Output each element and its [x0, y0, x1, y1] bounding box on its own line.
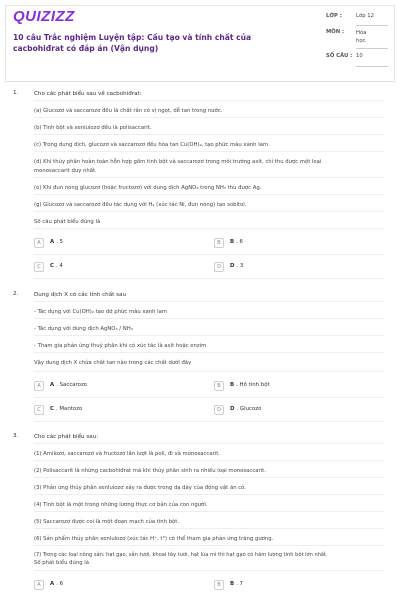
divider	[34, 151, 384, 152]
statement: monosaccarit duy nhất.	[34, 168, 97, 174]
option-text: Hồ tinh bột	[239, 382, 270, 388]
divider	[34, 352, 384, 353]
divider	[34, 545, 384, 546]
statement: (6) Sản phẩm thủy phân xenlulozơ (xúc tác H⁺, t°) có thể tham gia phản ứng tráng gương.	[34, 536, 274, 542]
option-text: 6	[239, 239, 243, 245]
divider	[34, 100, 384, 101]
page-title: 10 câu Trắc nghiệm Luyện tập: Cấu tạo và tính chất của cacbohiđrat có đáp án (Vận dụng)	[13, 33, 252, 53]
divider	[34, 194, 384, 195]
divider	[34, 570, 384, 571]
prompt: Số câu phát biểu đúng là	[34, 219, 101, 225]
option-text: 3	[239, 263, 244, 269]
divider	[34, 301, 384, 302]
option-letter-box: B	[214, 580, 224, 590]
statement: (g) Glucozơ và saccarozơ đều tác dụng với H₂ (xúc tác Ni, đun nóng) tạo sobitol.	[34, 202, 247, 208]
option-letter-box: B	[214, 238, 224, 248]
option-a[interactable]: A A . 5	[34, 237, 209, 251]
option-a[interactable]: A A . Saccarozo	[34, 380, 209, 394]
subject-value-line-1: Hóa	[356, 30, 367, 36]
divider	[34, 371, 384, 372]
divider	[34, 397, 384, 398]
header-divider	[5, 81, 395, 82]
option-letter: B	[230, 239, 235, 245]
subject-value-line-2: học	[356, 38, 366, 44]
option-d[interactable]: D D . Glucozo	[214, 404, 389, 418]
divider	[34, 421, 384, 422]
option-d[interactable]: D D . 3	[214, 261, 389, 275]
option-letter-box: D	[214, 405, 224, 415]
statement: (4) Tinh bột là một trong những lương thực cơ bản của con người.	[34, 502, 208, 508]
quizizz-logo: QUIZIZZ	[13, 8, 75, 25]
option-letter: D	[230, 406, 235, 412]
subject-value	[356, 29, 388, 49]
property: - Tham gia phản ứng thuỷ phân khi có xúc tác là axit hoặc enzim	[34, 343, 207, 349]
divider	[34, 443, 384, 444]
prompt: Vậy dung dịch X chứa chất tan nào trong các chất dưới đây	[34, 360, 192, 366]
divider	[34, 528, 384, 529]
divider	[34, 117, 384, 118]
subject-label: MÔN :	[326, 29, 345, 35]
count-label: SỐ CÂU :	[326, 53, 353, 59]
option-b[interactable]: B B . 7	[214, 579, 389, 593]
option-letter: D	[230, 263, 235, 269]
option-text: Saccarozo	[59, 382, 88, 388]
property: - Tác dụng với dung dịch AgNO₃ / NH₃	[34, 326, 133, 332]
divider	[34, 511, 384, 512]
divider	[34, 211, 384, 212]
option-letter: B	[230, 581, 235, 587]
prompt: Số phát biểu đúng là	[34, 560, 89, 566]
divider	[34, 228, 384, 229]
statement: (a) Glucozơ và saccarozơ đều là chất rắn có vị ngọt, dễ tan trong nước.	[34, 108, 223, 114]
divider	[34, 254, 384, 255]
option-letter: B	[230, 382, 235, 388]
question-stem: Cho các phát biểu sau:	[34, 434, 99, 440]
option-letter: C	[50, 406, 54, 412]
statement: (b) Tinh bột và xenlulozơ đều là polisaccarit.	[34, 125, 152, 131]
option-letter-box: A	[34, 580, 44, 590]
question-stem: Dung dịch X có các tính chất sau	[34, 292, 126, 298]
statement: (5) Saccarozơ được coi là một đoạn mạch của tinh bột.	[34, 519, 180, 525]
divider	[34, 335, 384, 336]
question-number: 2.	[13, 291, 19, 297]
meta-panel	[326, 13, 388, 67]
divider	[34, 177, 384, 178]
class-value: Lớp 12	[356, 13, 388, 26]
divider	[34, 278, 384, 279]
statement: (3) Phản ứng thủy phân xenlulozơ xảy ra được trong dạ dày của động vật ăn cỏ.	[34, 485, 247, 491]
option-letter-box: C	[34, 262, 44, 272]
statement: (d) Khi thủy phân hoàn toàn hỗn hợp gồm tinh bột và saccarozơ trong môi trường axit, chỉ thu được một loại	[34, 159, 322, 165]
option-a[interactable]: A A . 6	[34, 579, 209, 593]
option-text: Glucozo	[239, 406, 262, 412]
option-letter: A	[50, 382, 55, 388]
option-text: 7	[239, 581, 243, 587]
option-letter-box: A	[34, 238, 44, 248]
option-c[interactable]: C C . 4	[34, 261, 209, 275]
statement: (7) Trong các loại nông sản: hạt gạo, sắn tươi, khoai tây tươi, hạt lúa mì thì hạt gạo có hàm lượng tinh bột lớn nhất.	[34, 552, 328, 558]
option-text: Mantozo	[59, 406, 83, 412]
option-letter-box: A	[34, 381, 44, 391]
class-label: LỚP :	[326, 13, 342, 19]
option-text: 6	[59, 581, 64, 587]
meta-count-row	[326, 53, 388, 67]
option-letter: A	[50, 581, 55, 587]
meta-subject-row	[326, 29, 388, 49]
option-letter: C	[50, 263, 54, 269]
property: - Tác dụng với Cu(OH)₂ tạo dd phức màu xanh lam	[34, 309, 168, 315]
divider	[34, 460, 384, 461]
divider	[34, 494, 384, 495]
option-text: 4	[59, 263, 63, 269]
question-number: 3.	[13, 433, 19, 439]
option-c[interactable]: C C . Mantozo	[34, 404, 209, 418]
option-b[interactable]: B B . 6	[214, 237, 389, 251]
option-letter-box: B	[214, 381, 224, 391]
divider	[34, 318, 384, 319]
meta-class-row	[326, 13, 388, 26]
statement: (c) Trong dung dịch, glucozơ và saccarozơ đều hòa tan Cu(OH)₂, tạo phức màu xanh lam.	[34, 142, 270, 148]
question-stem: Cho các phát biểu sau về cacbohiđrat:	[34, 91, 142, 97]
option-letter-box: C	[34, 405, 44, 415]
divider	[34, 134, 384, 135]
count-value: 10	[356, 53, 388, 67]
option-text: 5	[59, 239, 64, 245]
statement: (1) Amilozơ, saccarozơ và fructozơ lần lượt là poli, đi và monosaccarit.	[34, 451, 220, 457]
statement: (2) Polisaccarit là những cacbohiđrat mà khi thủy phân sinh ra nhiều loại monosaccarit.	[34, 468, 266, 474]
question-number: 1.	[13, 90, 19, 96]
option-b[interactable]: B B . Hồ tinh bột	[214, 380, 389, 394]
option-letter: A	[50, 239, 55, 245]
statement: (e) Khi đun nóng glucozơ (hoặc fructozơ) với dung dịch AgNO₃ trong NH₃ thu được Ag.	[34, 185, 262, 191]
option-letter-box: D	[214, 262, 224, 272]
divider	[34, 477, 384, 478]
